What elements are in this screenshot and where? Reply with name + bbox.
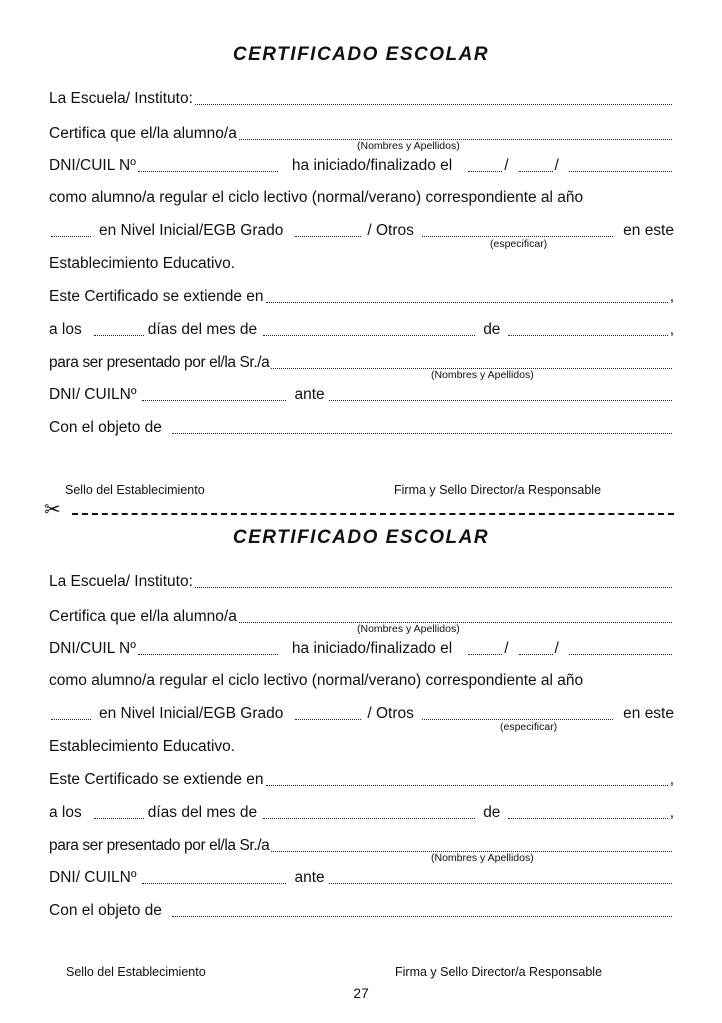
others-field[interactable] [422, 719, 613, 720]
year-issue-field[interactable] [508, 818, 667, 819]
extends-label: Este Certificado se extiende en [49, 771, 264, 788]
dni2-label: DNI/ CUILNº [49, 386, 137, 403]
recipient-field[interactable] [329, 400, 672, 401]
signature-label: Firma y Sello Director/a Responsable [394, 483, 602, 497]
purpose-field[interactable] [172, 916, 672, 917]
dni-label: DNI/CUIL Nº [49, 157, 136, 174]
dni-label: DNI/CUIL Nº [49, 640, 136, 657]
regular-text: como alumno/a regular el ciclo lectivo (normal/verano) correspondiente al año [49, 189, 584, 206]
specify-hint: (especificar) [490, 238, 548, 250]
regular-line [49, 188, 674, 208]
dni2-line [49, 385, 674, 405]
date-line [49, 803, 674, 823]
year-issue-field[interactable] [508, 335, 667, 336]
day-field[interactable] [94, 335, 144, 336]
school-label: La Escuela/ Instituto: [49, 573, 193, 590]
date-year-field[interactable] [569, 171, 672, 172]
names-hint-2: (Nombres y Apellidos) [431, 369, 534, 381]
before-label: ante [294, 386, 325, 403]
in-this-label: en este [623, 222, 674, 239]
dni-line [49, 639, 674, 659]
year-field[interactable] [51, 719, 91, 720]
dni2-field[interactable] [142, 883, 286, 884]
dni-line [49, 156, 674, 176]
school-label: La Escuela/ Instituto: [49, 90, 193, 107]
day-field[interactable] [94, 818, 144, 819]
year-field[interactable] [51, 236, 91, 237]
of-label: de [483, 321, 501, 338]
in-this-label: en este [623, 705, 674, 722]
specify-hint: (especificar) [500, 721, 558, 733]
dashed-divider [72, 513, 674, 515]
days-label: días del mes de [147, 321, 258, 338]
names-hint-2: (Nombres y Apellidos) [431, 852, 534, 864]
place-field[interactable] [266, 302, 668, 303]
school-line [49, 572, 674, 592]
purpose-field[interactable] [172, 433, 672, 434]
days-label: días del mes de [147, 804, 258, 821]
dni2-label: DNI/ CUILNº [49, 869, 137, 886]
date-day-field[interactable] [468, 654, 502, 655]
seal-label: Sello del Establecimiento [65, 483, 205, 497]
of-label: de [483, 804, 501, 821]
extends-line [49, 287, 674, 307]
cut-line [44, 499, 674, 523]
month-field[interactable] [263, 818, 475, 819]
school-field[interactable] [195, 587, 672, 588]
date-sep-2: / [554, 157, 559, 174]
place-field[interactable] [266, 785, 668, 786]
before-label: ante [294, 869, 325, 886]
month-field[interactable] [263, 335, 475, 336]
purpose-line [49, 418, 674, 438]
comma-2: , [669, 321, 674, 338]
purpose-label: Con el objeto de [49, 419, 162, 436]
level-line [49, 221, 674, 241]
purpose-line [49, 901, 674, 921]
date-year-field[interactable] [569, 654, 672, 655]
dni2-line [49, 868, 674, 888]
comma-1: , [669, 288, 674, 305]
level-line [49, 704, 674, 724]
dni-field[interactable] [138, 654, 278, 655]
level-label: en Nivel Inicial/EGB Grado [99, 705, 284, 722]
presented-line [49, 353, 674, 373]
regular-text: como alumno/a regular el ciclo lectivo (normal/verano) correspondiente al año [49, 672, 584, 689]
establishment-line [49, 737, 674, 757]
comma-2: , [669, 804, 674, 821]
certifies-label: Certifica que el/la alumno/a [49, 608, 237, 625]
grade-field[interactable] [295, 719, 361, 720]
at-label: a los [49, 321, 82, 338]
signature-label: Firma y Sello Director/a Responsable [395, 965, 603, 979]
grade-field[interactable] [295, 236, 361, 237]
names-hint: (Nombres y Apellidos) [357, 623, 460, 635]
establishment-text: Establecimiento Educativo. [49, 738, 236, 755]
presented-label: para ser presentado por el/la Sr./a [49, 837, 270, 854]
purpose-label: Con el objeto de [49, 902, 162, 919]
recipient-field[interactable] [329, 883, 672, 884]
at-label: a los [49, 804, 82, 821]
scissors-icon: ✂ [44, 499, 61, 521]
page-number: 27 [353, 985, 369, 1001]
date-sep-2: / [554, 640, 559, 657]
date-sep-1: / [504, 157, 509, 174]
dni2-field[interactable] [142, 400, 286, 401]
seal-label: Sello del Establecimiento [66, 965, 206, 979]
school-field[interactable] [195, 104, 672, 105]
started-label: ha iniciado/finalizado el [291, 157, 453, 174]
presented-line [49, 836, 674, 856]
school-line [49, 89, 674, 109]
names-hint: (Nombres y Apellidos) [357, 140, 460, 152]
started-label: ha iniciado/finalizado el [291, 640, 453, 657]
comma-1: , [669, 771, 674, 788]
certificate-title: CERTIFICADO ESCOLAR [232, 527, 490, 548]
establishment-line [49, 254, 674, 274]
establishment-text: Establecimiento Educativo. [49, 255, 236, 272]
date-month-field[interactable] [519, 171, 553, 172]
date-line [49, 320, 674, 340]
certifies-label: Certifica que el/la alumno/a [49, 125, 237, 142]
date-sep-1: / [504, 640, 509, 657]
regular-line [49, 671, 674, 691]
others-label: / Otros [367, 222, 414, 239]
others-field[interactable] [422, 236, 613, 237]
extends-label: Este Certificado se extiende en [49, 288, 264, 305]
extends-line [49, 770, 674, 790]
level-label: en Nivel Inicial/EGB Grado [99, 222, 284, 239]
date-month-field[interactable] [519, 654, 553, 655]
date-day-field[interactable] [468, 171, 502, 172]
certificate-title: CERTIFICADO ESCOLAR [232, 44, 490, 65]
others-label: / Otros [367, 705, 414, 722]
dni-field[interactable] [138, 171, 278, 172]
presented-label: para ser presentado por el/la Sr./a [49, 354, 270, 371]
